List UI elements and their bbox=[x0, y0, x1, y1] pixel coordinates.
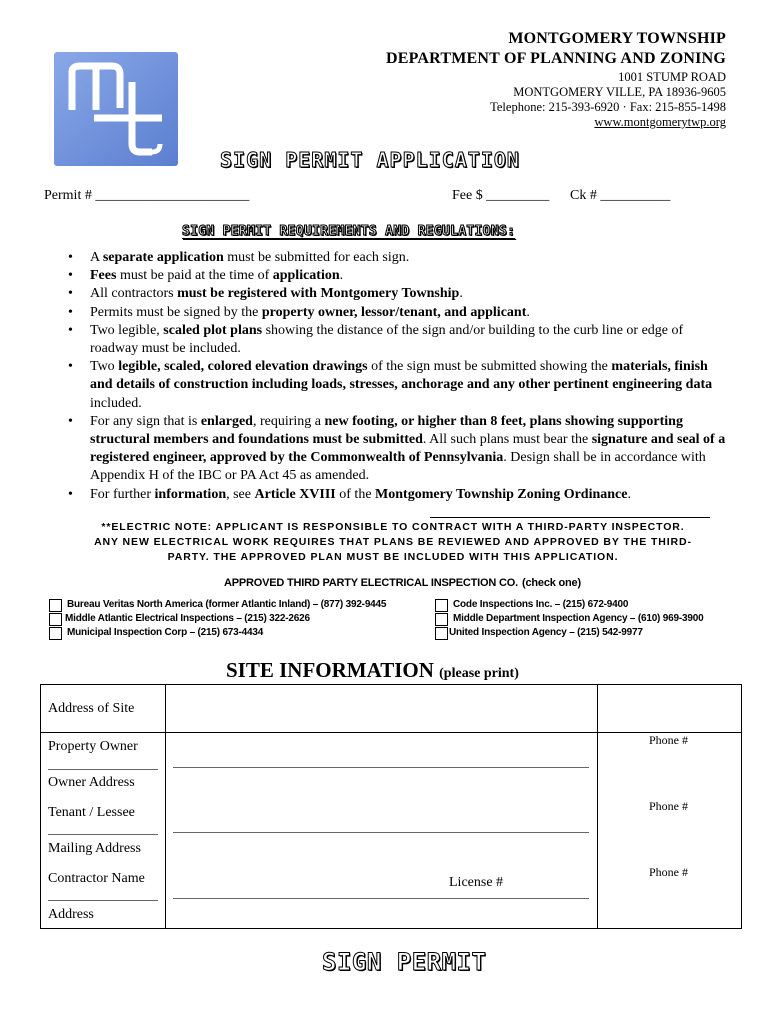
requirement-text: Two legible, bbox=[90, 322, 164, 338]
check-one-hint: (check one) bbox=[522, 577, 581, 589]
requirement-item bbox=[66, 322, 726, 358]
requirement-text: . bbox=[526, 304, 530, 320]
requirement-item bbox=[66, 249, 726, 267]
site-information-title bbox=[226, 658, 519, 683]
checkbox-municipal-inspection[interactable] bbox=[49, 627, 62, 640]
label-property-owner: Property Owner bbox=[48, 739, 138, 754]
tenant-lessee-input[interactable] bbox=[173, 832, 589, 833]
table-row-divider bbox=[41, 732, 741, 733]
label-mailing-address: Mailing Address bbox=[48, 841, 141, 856]
requirement-emphasis: signature and seal of a registered engineer, approved by the Commonwealth of Pennsylvania bbox=[90, 432, 726, 466]
requirement-emphasis: Montgomery Township Zoning Ordinance bbox=[375, 486, 628, 502]
label-underline bbox=[48, 900, 158, 901]
inspection-heading: APPROVED THIRD PARTY ELECTRICAL INSPECTION CO. bbox=[224, 577, 518, 589]
requirement-text: Permits must be signed by the bbox=[90, 304, 262, 320]
requirement-text: Two bbox=[90, 359, 119, 375]
check-number-field[interactable]: Ck # __________ bbox=[570, 188, 671, 203]
address-line-1: 1001 STUMP ROAD bbox=[618, 70, 726, 84]
company-municipal-inspection: Municipal Inspection Corp – (215) 673-4434 bbox=[67, 627, 264, 638]
requirement-text: . Design shall be in accordance with Appendix H of the IBC or PA Act 45 as amended. bbox=[90, 450, 706, 484]
property-owner-input[interactable] bbox=[173, 767, 589, 768]
requirement-item bbox=[66, 486, 726, 504]
requirement-emphasis: Article XVIII bbox=[254, 486, 336, 502]
website-link[interactable]: www.montgomerytwp.org bbox=[594, 115, 726, 129]
requirement-emphasis: scaled plot plans bbox=[163, 322, 263, 338]
requirement-text: must be paid at the time of bbox=[116, 268, 273, 284]
requirement-emphasis: separate application bbox=[102, 250, 224, 265]
requirement-emphasis: must be registered with Montgomery Township bbox=[177, 286, 460, 302]
fee-field[interactable]: Fee $ _________ bbox=[452, 188, 550, 203]
requirement-text: . bbox=[627, 486, 631, 502]
requirement-emphasis: materials, finish and details of construction including loads, stresses, anchorage and any other pertinent engineering data bbox=[90, 359, 713, 393]
company-middle-department: Middle Department Inspection Agency – (610) 969-3900 bbox=[453, 613, 704, 624]
checkbox-middle-department[interactable] bbox=[435, 613, 448, 626]
requirement-text: must be submitted for each sign. bbox=[223, 250, 410, 265]
label-underline bbox=[48, 834, 158, 835]
table-divider-left bbox=[165, 685, 166, 928]
company-bureau-veritas: Bureau Veritas North America (former Atlantic Inland) – (877) 392-9445 bbox=[67, 599, 387, 610]
site-title-text: SITE INFORMATION bbox=[226, 658, 434, 682]
requirements-heading: SIGN PERMIT REQUIREMENTS AND REGULATIONS: bbox=[182, 224, 516, 239]
requirement-text: . bbox=[459, 286, 463, 302]
label-license: License # bbox=[449, 875, 504, 890]
requirement-item bbox=[66, 358, 726, 413]
label-contractor-name: Contractor Name bbox=[48, 871, 145, 886]
requirement-text: showing the distance of the sign and/or building to the curb line or edge of roadway must be included. bbox=[90, 322, 684, 357]
label-address-of-site: Address of Site bbox=[48, 701, 135, 716]
requirement-emphasis: application bbox=[272, 268, 340, 284]
permit-number-field[interactable]: Permit # ______________________ bbox=[44, 188, 250, 203]
checkbox-united-inspection[interactable] bbox=[435, 627, 448, 640]
requirement-emphasis: information bbox=[154, 486, 227, 502]
company-middle-atlantic: Middle Atlantic Electrical Inspections – (215) 322-2626 bbox=[65, 613, 310, 624]
label-address: Address bbox=[48, 907, 94, 922]
page-title: SIGN PERMIT APPLICATION bbox=[220, 148, 520, 172]
electric-note-line-3: PARTY. THE APPROVED PLAN MUST BE INCLUDED WITH THIS APPLICATION. bbox=[167, 551, 619, 563]
requirement-text: A bbox=[90, 250, 103, 265]
requirement-text: . All such plans must bear the bbox=[422, 432, 592, 448]
label-contractor-phone: Phone # bbox=[649, 865, 688, 879]
label-owner-phone: Phone # bbox=[649, 733, 688, 747]
requirement-emphasis: legible, scaled, colored elevation drawings bbox=[118, 359, 368, 375]
requirement-emphasis: Fees bbox=[90, 268, 117, 284]
sign-permit-footer-title: SIGN PERMIT bbox=[322, 948, 487, 976]
label-tenant-phone: Phone # bbox=[649, 799, 688, 813]
electric-note-line-2: ANY NEW ELECTRICAL WORK REQUIRES THAT PLANS BE REVIEWED AND APPROVED BY THE THIRD- bbox=[94, 536, 692, 548]
checkbox-middle-atlantic[interactable] bbox=[49, 613, 62, 626]
label-underline bbox=[48, 769, 158, 770]
requirement-item bbox=[66, 267, 726, 285]
requirement-text: All contractors bbox=[90, 286, 178, 302]
requirement-item bbox=[66, 285, 726, 303]
requirement-emphasis: property owner, lessor/tenant, and applicant bbox=[261, 304, 527, 320]
electric-note-line-1: **ELECTRIC NOTE: APPLICANT IS RESPONSIBLE TO CONTRACT WITH A THIRD-PARTY INSPECTOR. bbox=[101, 521, 685, 533]
township-name: MONTGOMERY TOWNSHIP bbox=[508, 30, 726, 47]
requirement-text: of the bbox=[335, 486, 376, 502]
requirement-text: , requiring a bbox=[252, 413, 325, 429]
requirements-list bbox=[66, 249, 726, 504]
company-code-inspections: Code Inspections Inc. – (215) 672-9400 bbox=[453, 599, 629, 610]
requirement-item bbox=[66, 413, 726, 486]
checkbox-bureau-veritas[interactable] bbox=[49, 599, 62, 612]
checkbox-code-inspections[interactable] bbox=[435, 599, 448, 612]
requirement-text: , see bbox=[226, 486, 255, 502]
company-united-inspection: United Inspection Agency – (215) 542-9977 bbox=[449, 627, 643, 638]
requirement-emphasis: new footing, or higher than 8 feet, plans showing supporting structural members and foundations must be submitted bbox=[90, 413, 683, 448]
requirement-text: included. bbox=[90, 395, 142, 411]
montgomery-township-logo bbox=[54, 52, 178, 166]
requirement-emphasis: enlarged bbox=[200, 413, 253, 429]
requirement-text: . bbox=[339, 268, 344, 284]
requirement-item bbox=[66, 304, 726, 322]
site-title-hint: (please print) bbox=[439, 666, 519, 681]
requirement-text: of the sign must be submitted showing the bbox=[367, 359, 612, 375]
requirement-text: For further bbox=[90, 486, 155, 502]
label-tenant-lessee: Tenant / Lessee bbox=[48, 805, 135, 820]
department-name: DEPARTMENT OF PLANNING AND ZONING bbox=[386, 50, 726, 67]
site-information-table bbox=[40, 684, 742, 929]
requirement-text: For any sign that is bbox=[90, 413, 201, 429]
address-line-2: MONTGOMERY VILLE, PA 18936-9605 bbox=[513, 85, 726, 99]
note-divider bbox=[430, 517, 710, 518]
label-owner-address: Owner Address bbox=[48, 775, 135, 790]
contact-line: Telephone: 215-393-6920 · Fax: 215-855-1498 bbox=[490, 100, 726, 114]
table-divider-right bbox=[597, 685, 598, 928]
contractor-name-input[interactable] bbox=[173, 898, 589, 899]
